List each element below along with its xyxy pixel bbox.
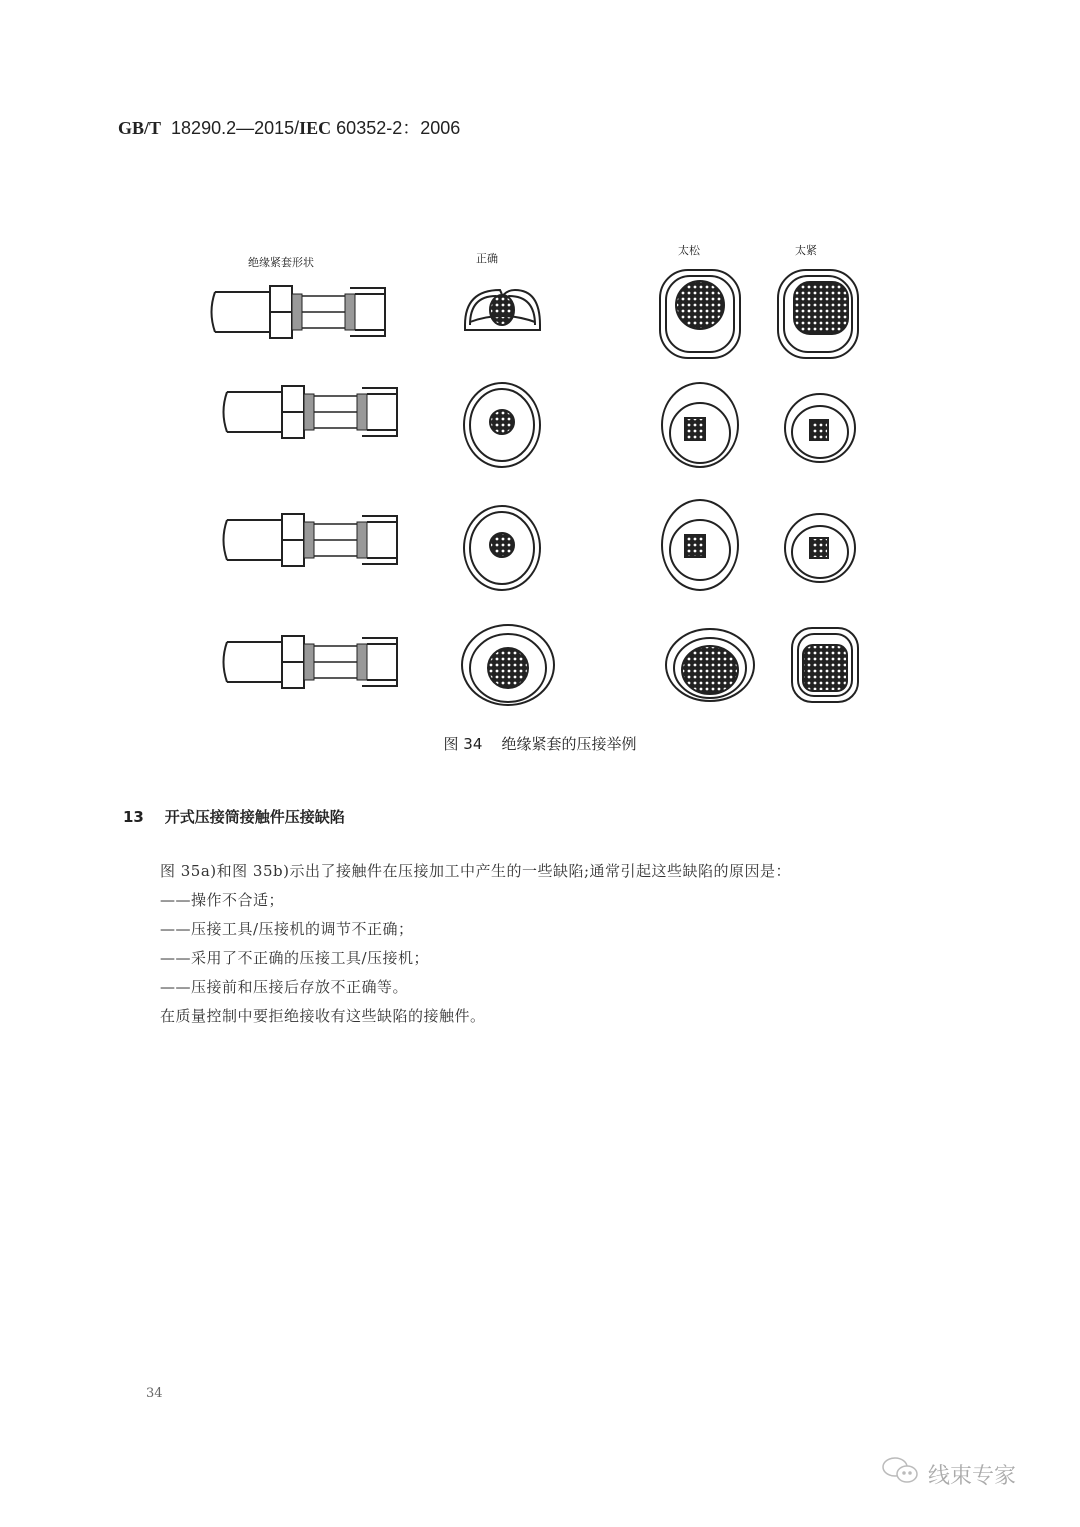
watermark [880,1455,1016,1493]
cause-item: ——压接工具/压接机的调节不正确； [160,920,414,938]
iec-prefix: IEC [299,118,332,138]
figure-caption: 图 34 绝缘紧套的压接举例 [443,735,637,753]
figure-34 [200,230,880,710]
label-too-tight: 太紧 [795,244,817,257]
cause-item: ——压接前和压接后存放不正确等。 [160,978,409,996]
intro-paragraph: 图 35a)和图 35b)示出了接触件在压接加工中产生的一些缺陷;通常引起这些缺陷的原因是： [160,862,792,880]
cable-row-2 [224,386,398,438]
cable-row-4 [224,636,398,688]
iec-number: 60352-2：2006 [336,118,461,138]
label-too-loose: 太松 [678,244,700,257]
watermark-text: 线束专家 [928,1463,1017,1489]
standard-prefix: GB/T [118,118,162,138]
label-shape: 绝缘紧套形状 [248,256,314,269]
cable-row-3 [224,514,398,566]
page-number: 34 [146,1386,163,1401]
conclusion-paragraph: 在质量控制中要拒绝接收有这些缺陷的接触件。 [160,1007,486,1025]
section-heading: 13 开式压接筒接触件压接缺陷 [123,808,345,826]
cause-item: ——采用了不正确的压接工具/压接机； [160,949,430,967]
standard-number: 18290.2—2015/ [171,118,300,138]
document-header [118,114,460,140]
wechat-icon [880,1455,922,1493]
cause-item: ——操作不合适； [160,891,285,909]
cable-row-1 [212,286,386,338]
label-correct: 正确 [476,252,498,265]
